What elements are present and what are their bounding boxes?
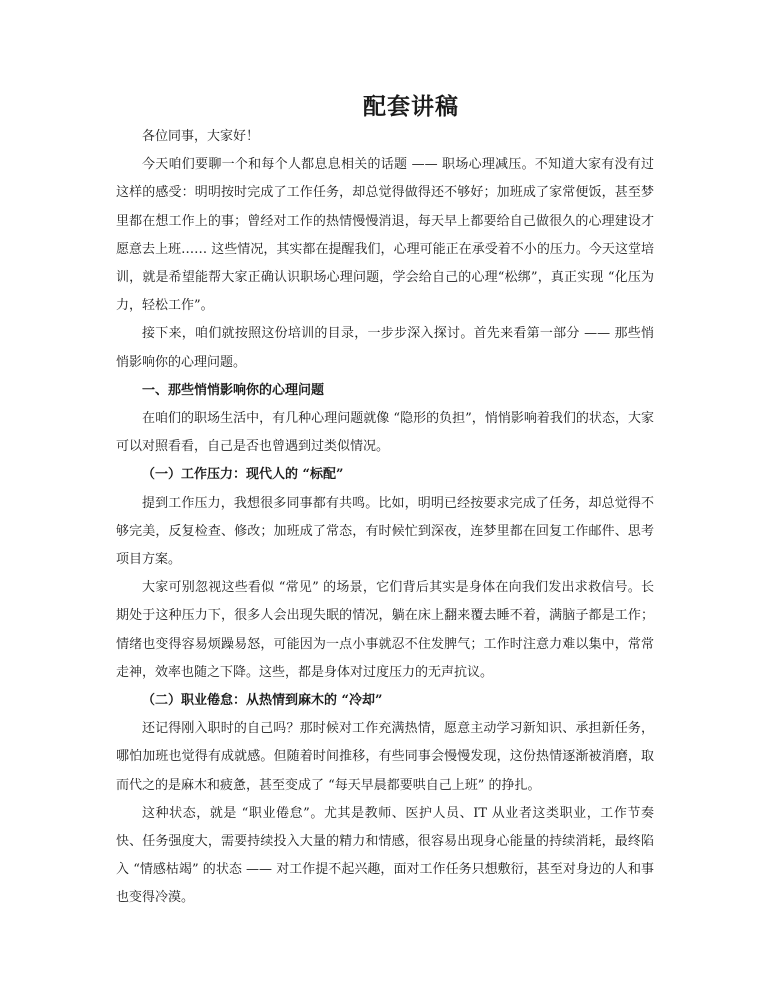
paragraph-agenda: 接下来，咱们就按照这份培训的目录，一步步深入探讨。首先来看第一部分 —— 那些悄悄影响你的心理问题。 (116, 326, 654, 370)
paragraph-burnout-2: 这种状态，就是 “职业倦怠”。尤其是教师、医护人员、IT 从业者这类职业，工作节奏快、任务强度大，需要持续投入大量的精力和情感，很容易出现身心能量的持续消耗，最终陷入 “情感枯竭” 的状态 —— 对工作提不起兴趣，面对工作任务只想敷衍，甚至对身边的人和事也变得冷漠。 (116, 805, 654, 906)
paragraph-burnout-1: 还记得刚入职时的自己吗？那时候对工作充满热情，愿意主动学习新知识、承担新任务，哪怕加班也觉得有成就感。但随着时间推移，有些同事会慢慢发现，这份热情逐渐被消磨，取而代之的是麻木和疲惫，甚至变成了 “每天早晨都要哄自己上班” 的挣扎。 (116, 721, 654, 793)
paragraph-intro: 今天咱们要聊一个和每个人都息息相关的话题 —— 职场心理减压。不知道大家有没有过这样的感受：明明按时完成了工作任务，却总觉得做得还不够好；加班成了家常便饭，甚至梦里都在想工作上的事；曾经对工作的热情慢慢消退，每天早上都要给自己做很久的心理建设才愿意去上班…… 这些情况，其实都在提醒我们，心理可能正在承受着不小的压力。今天这堂培训，就是希望能帮大家正确认识职场心理问题，学会给自己的心理“松绑”，真正实现 “化压为力，轻松工作”。 (116, 157, 654, 314)
paragraph-pressure-1: 提到工作压力，我想很多同事都有共鸣。比如，明明已经按要求完成了任务，却总觉得不够完美，反复检查、修改；加班成了常态，有时候忙到深夜，连梦里都在回复工作邮件、思考项目方案。 (116, 495, 654, 568)
paragraph-pressure-2: 大家可别忽视这些看似 “常见” 的场景，它们背后其实是身体在向我们发出求救信号。长期处于这种压力下，很多人会出现失眠的情况，躺在床上翻来覆去睡不着，满脑子都是工作；情绪也变得容易烦躁易怒，可能因为一点小事就忍不住发脾气；工作时注意力难以集中，常常走神，效率也随之下降。这些，都是身体对过度压力的无声抗议。 (116, 580, 654, 680)
document-body (116, 123, 654, 913)
subsection-heading-1: （一）工作压力：现代人的 “标配” (142, 467, 344, 483)
paragraph-greeting: 各位同事，大家好！ (142, 129, 260, 144)
subsection-heading-2: （二）职业倦怠：从热情到麻木的 “冷却” (142, 693, 383, 709)
document-title: 配套讲稿 (363, 93, 459, 120)
paragraph-section-1: 在咱们的职场生活中，有几种心理问题就像 “隐形的负担”，悄悄影响着我们的状态，大家可以对照看看，自己是否也曾遇到过类似情况。 (116, 411, 654, 455)
section-heading-1: 一、那些悄悄影响你的心理问题 (142, 382, 325, 398)
